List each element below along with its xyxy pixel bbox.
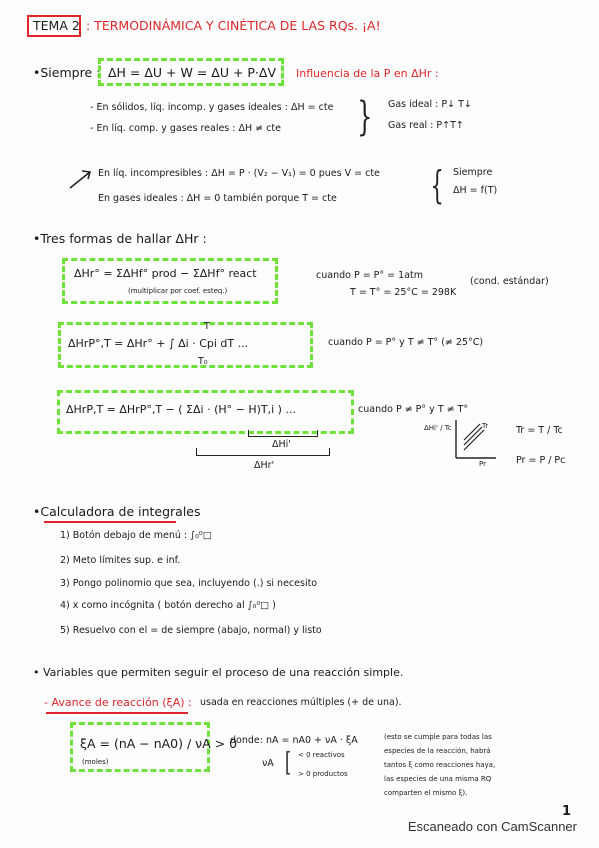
page-number: 1 [562,804,572,819]
calculadora-underline [44,521,176,523]
calc-step-3: 3) Pongo polinomio que sea, incluyendo (.) si necesito [60,578,318,589]
brace-left: { [430,163,444,207]
nota-line-2: especies de la reacción, habrá [384,747,491,755]
line-real-gases: - En líq. comp. y gases reales : ΔH ≠ cte [90,123,281,134]
cond3: cuando P ≠ P° y T ≠ T° [358,404,469,415]
nota-line-5: comparten el mismo ξ). [384,789,468,797]
camscanner-watermark: Escaneado con CamScanner [407,819,577,834]
brace-right: } [357,94,373,140]
page-title: : TERMODINÁMICA Y CINÉTICA DE LAS RQs. ¡A! [86,18,381,33]
calc-step-2: 2) Meto límites sup. e inf. [60,555,181,566]
eq2-lower: T₀ [198,356,208,367]
brace-inner-line [248,436,318,437]
diag-pr-label: Pr [479,460,486,468]
avance-desc: usada en reacciones múltiples (+ de una). [200,697,402,708]
brace-inner-label: ΔHi' [272,439,291,450]
nu-brace: [ [285,748,292,778]
arrow-icon [68,168,94,190]
line-ideal-gases: En gases ideales : ΔH = 0 también porque T = cte [98,193,337,204]
xi-units: (moles) [82,758,109,766]
nota-line-1: (esto se cumple para todas las [384,733,492,741]
gas-real: Gas real : P↑T↑ [388,120,464,131]
pr-definition: Pr = P / Pc [516,455,566,466]
tema-label: TEMA 2 [33,18,80,33]
eq1-note: (multiplicar por coef. esteq.) [128,287,228,295]
cond2: cuando P = P° y T ≠ T° (≠ 25°C) [328,337,484,348]
brace-outer-tick-left [196,448,197,456]
nota-line-3: tantos ξ como reacciones haya, [384,761,496,769]
variables-bullet: • Variables que permiten seguir el proceso de una reacción simple. [33,666,404,679]
calc-step-5: 5) Resuelvo con el = de siempre (abajo, normal) y listo [60,625,322,636]
nu-label: νA [262,758,274,769]
nota-line-4: las especies de una misma RQ [384,775,492,783]
first-law-formula: ΔH = ΔU + W = ΔU + P·ΔV [108,65,277,80]
donde-eq: donde: nA = nA0 + νA · ξA [230,735,358,746]
brace-inner-tick-right [317,430,318,437]
calc-step-1: 1) Botón debajo de menú : ∫₀⁰□ [60,530,212,541]
cond1-b: T = T° = 25°C = 298K [350,287,457,298]
avance-label: - Avance de reacción (ξA) : [44,696,192,709]
siempre-bullet: •Siempre : [33,65,101,80]
eq2: ΔHrP°,T = ΔHr° + ∫ Δi · Cpi dT ... [68,337,249,350]
line-liq-incomp: En líq. incompresibles : ΔH = P · (V₂ − V₁) = 0 pues V = cte [98,168,380,179]
influencia-label: Influencia de la P en ΔHr : [296,67,439,80]
brace-outer-tick-right [329,448,330,456]
eq1-box [62,258,278,304]
nu-productos: > 0 productos [298,770,348,778]
nu-reactivos: < 0 reactivos [298,751,345,759]
calc-step-4: 4) x como incógnita ( botón derecho al ∫₀⁰□ ) [60,600,276,611]
siempre-ft: ΔH = f(T) [453,185,498,196]
eq1: ΔHr° = ΣΔHf° prod − ΣΔHf° react [74,267,257,280]
calculadora-heading: •Calculadora de integrales [33,504,201,519]
tr-definition: Tr = T / Tc [516,425,563,436]
eq3: ΔHrP,T = ΔHrP°,T − ( ΣΔi · (H° − H)T,i ) ... [66,403,296,416]
cond1-c: (cond. estándar) [470,276,549,287]
cond1-a: cuando P = P° = 1atm [316,270,424,281]
xi-equation: ξA = (nA − nA0) / νA > 0 [80,736,238,751]
diag-y-label: ΔHi' / Tc [424,424,452,432]
tres-formas-bullet: •Tres formas de hallar ΔHr : [33,231,207,246]
eq2-upper: T [204,321,210,332]
brace-inner-tick-left [248,430,249,437]
gas-ideal: Gas ideal : P↓ T↓ [388,99,472,110]
brace-outer-line [196,455,330,456]
avance-underline [46,712,188,714]
line-solids: - En sólidos, líq. incomp. y gases ideales : ΔH = cte [90,102,334,113]
brace-outer-label: ΔHr' [254,460,275,471]
siempre-label: Siempre [453,167,493,178]
diag-tr-label: Tr [482,422,489,430]
